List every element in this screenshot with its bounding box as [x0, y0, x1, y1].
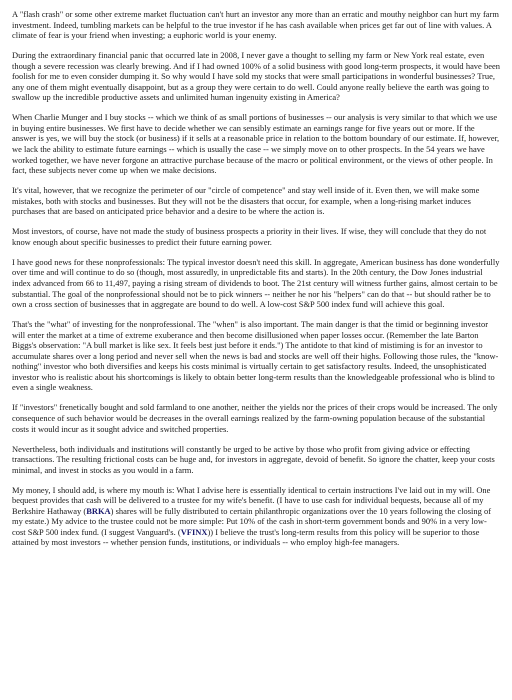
- my-money-text-2: ) shares will be fully distributed to certain philanthropic organizations over the 10 years following the closing of my estate.) My advice to the trustee could not be more simple: Put 10% of the cash in short-term government bonds and 90% in a very low-cost S&P 500 index fund. (I suggest Vanguard's. (: [12, 505, 492, 537]
- my-money-text-1: My money, I should add, is where my mouth is: What I advise here is essentially identical to certain instructions I've laid out in my will. One bequest provides that cash will be delivered to a trustee for my wife's benefit. (I have to use cash for individual bequests, because all of my Berkshire Hathaway (: [12, 484, 491, 516]
- ticker-link-brka[interactable]: BRKA: [86, 505, 111, 516]
- paragraph-ignore-chatter: Nevertheless, both individuals and institutions will constantly be urged to be active by those who profit from giving advice or effecting transactions. The resulting frictional costs can be huge and, for investors in aggregate, devoid of benefit. So ignore the chatter, keep your costs minimal, and invest in stocks as you would in a farm.: [12, 443, 495, 475]
- paragraph-buying-stocks: When Charlie Munger and I buy stocks -- which we think of as small portions of businesses -- our analysis is very similar to that which we use in buying entire businesses. We first have to decide whether we can sensibly estimate an earnings range for five years out or more. If the answer is yes, we will buy the stock (or business) if it sells at a reasonable price in relation to the bottom boundary of our estimate. If, however, we lack the ability to estimate future earnings -- which is usually the case -- we simply move on to other prospects. In the 54 years we have worked together, we have never forgone an attractive purchase because of the macro or political environment, or the views of other people. In fact, these subjects never come up when we make decisions.: [12, 112, 500, 176]
- paragraph-farmland-trading: If "investors" frenetically bought and sold farmland to one another, neither the yields nor the prices of their crops would be increased. The only consequence of such behavior would be decreases in the overall earnings realized by the farm-owning population because of the substantial costs it would incur as it sought advice and switched properties.: [12, 402, 498, 434]
- paragraph-circle-of-competence: It's vital, however, that we recognize the perimeter of our "circle of competence" and stay well inside of it. Even then, we will make some mistakes, both with stocks and businesses. But they will not be the disasters that occur, for example, when a long-rising market induces purchases that are based on anticipated price behavior and a desire to be where the action is.: [12, 185, 480, 217]
- paragraph-flash-crash: A "flash crash" or some other extreme market fluctuation can't hurt an investor any more than an erratic and mouthy neighbor can hurt my farm investment. Indeed, tumbling markets can be helpful to the true investor if he has cash available when prices get far out of line with values. A climate of fear is your friend when investing; a euphoric world is your enemy.: [12, 9, 499, 41]
- paragraph-nonprofessionals: I have good news for these nonprofessionals: The typical investor doesn't need this skill. In aggregate, American business has done wonderfully over time and will continue to do so (though, most assuredly, in unpredictable fits and starts). In the 20th century, the Dow Jones industrial index advanced from 66 to 11,497, paying a rising stream of dividends to boot. The 21st century will witness further gains, almost certain to be substantial. The goal of the nonprofessional should not be to pick winners -- neither he nor his "helpers" can do that -- but should rather be to own a cross section of businesses that in aggregate are bound to do well. A low-cost S&P 500 index fund will achieve this goal.: [12, 256, 500, 310]
- my-money-text-3: )) I believe the trust's long-term results from this policy will be superior to those attained by most investors -- whether pension funds, institutions, or individuals -- who employ high-fee managers.: [12, 526, 480, 548]
- paragraph-what-and-when: That's the "what" of investing for the nonprofessional. The "when" is also important. The main danger is that the timid or beginning investor will enter the market at a time of extreme exuberance and then become disillusioned when paper losses occur. (Remember the late Barton Biggs's observation: "A bull market is like sex. It feels best just before it ends.") The antidote to that kind of mistiming is for an investor to accumulate shares over a long period and never sell when the news is bad and stocks are well off their highs. Following those rules, the "know-nothing" investor who both diversifies and keeps his costs minimal is virtually certain to get satisfactory results. Indeed, the unsophisticated investor who is realistic about his shortcomings is likely to obtain better long-term results than the knowledgeable professional who is blind to even a single weakness.: [12, 319, 499, 393]
- ticker-link-vfinx[interactable]: VFINX: [180, 526, 208, 537]
- paragraph-most-investors: Most investors, of course, have not made the study of business prospects a priority in their lives. If wise, they will conclude that they do not know enough about specific businesses to predict their future earning power.: [12, 226, 487, 247]
- paragraph-financial-panic-2008: During the extraordinary financial panic that occurred late in 2008, I never gave a thought to selling my farm or New York real estate, even though a severe recession was clearly brewing. And if I had owned 100% of a solid business with good long-term prospects, it would have been foolish for me to even consider dumping it. So why would I have sold my stocks that were small participations in wonderful businesses? True, any one of them might eventually disappoint, but as a group they were certain to do well. Could anyone really believe the earth was going to swallow up the incredible productive assets and unlimited human ingenuity existing in America?: [12, 50, 500, 103]
- paragraph-my-money: [12, 485, 500, 548]
